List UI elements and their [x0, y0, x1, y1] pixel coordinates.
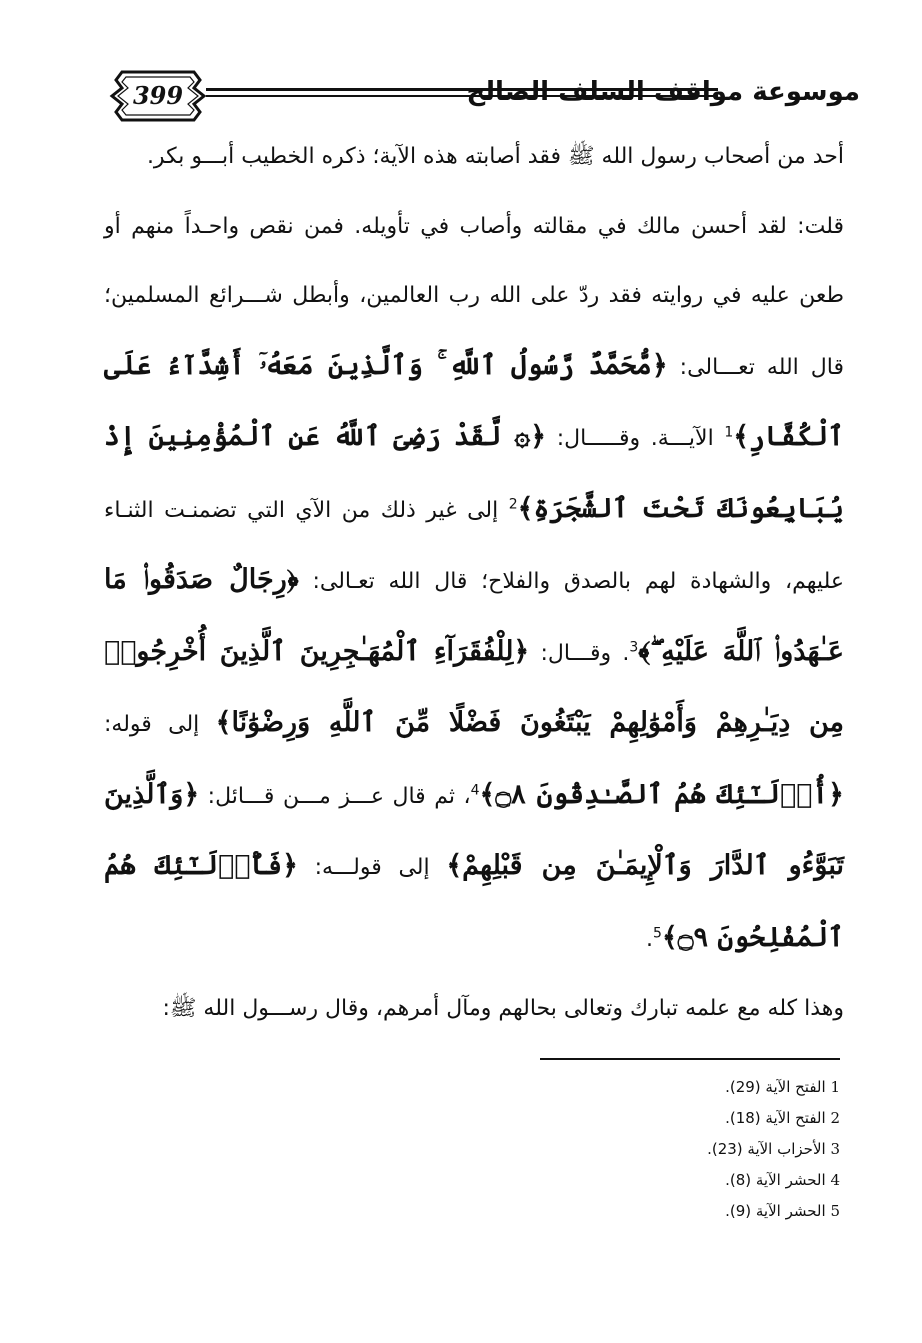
text-segment: إلى قوله: [104, 712, 216, 737]
book-title: موسوعة مواقف السلف الصالح [466, 77, 860, 107]
text-segment: الآيـــة. وقـــــال: [546, 426, 725, 451]
footnote-separator [540, 1058, 840, 1060]
footnote-number: 2 [830, 1109, 840, 1127]
page-header [100, 58, 860, 128]
footnote-number: 5 [830, 1202, 840, 1220]
footnote-text: الأحزاب الآية (23). [707, 1140, 826, 1158]
text-segment: إلى قولـــه: [297, 855, 447, 880]
footnote-ref: 4 [470, 782, 480, 799]
footnote-ref: 3 [629, 639, 639, 656]
quran-verse: ﴿أُو۟لَـٰٓئِكَ هُمُ ٱلصَّـٰدِقُونَ ۝٨﴾ [479, 778, 844, 810]
text-segment: . وقـــال: [529, 640, 630, 666]
page-number-badge [108, 66, 208, 126]
paragraph: أحد من أصحاب رسول الله ﷺ فقد أصابته هذه الآية؛ ذكره الخطيب أبـــو بكر. [146, 144, 844, 169]
quran-verse: ﴿۞ لَّقَدْ رَضِىَ ٱللَّهُ عَنِ ٱلْمُؤْمِنِينَ إِذْ يُبَايِعُونَكَ تَحْتَ ٱلشَّجَرَةِ﴾ [104, 421, 844, 524]
text-segment: . [645, 926, 653, 952]
quran-verse: ﴿فَأُو۟لَـٰٓئِكَ هُمُ ٱلْمُفْلِحُونَ ۝٩﴾ [104, 850, 844, 953]
footnote-number: 1 [830, 1078, 840, 1096]
paragraph: وهذا كله مع علمه تبارك وتعالى بحالهم ومآل أمرهم، وقال رســـول الله ﷺ: [162, 996, 844, 1021]
footnote-number: 3 [830, 1140, 840, 1158]
footnote-text: الفتح الآية (18). [725, 1109, 826, 1127]
footnote-item [540, 1196, 840, 1227]
text-segment: قلت: لقد أحسن مالك في مقالته وأصاب في تأويله. فمن نقص واحـداً منهم أو طعن عليه في روايته فقد ردّ على الله رب العالمين، وأبطل شـــرائع المسلمين؛ قال الله تعـــالى: [104, 213, 844, 380]
footnote-text: الحشر الآية (9). [725, 1202, 826, 1220]
quran-verse: ﴿رِجَالٌ صَدَقُوا۟ مَا عَـٰهَدُوا۟ ٱللَّهَ عَلَيْهِ ۖ﴾ [104, 564, 844, 667]
page-number: 399 [132, 81, 184, 110]
footnote-text: الفتح الآية (29). [725, 1078, 826, 1096]
main-text [104, 122, 844, 1044]
footnotes [540, 1072, 840, 1227]
footnote-ref: 1 [724, 424, 734, 441]
paragraph [104, 192, 844, 975]
footnote-ref: 5 [652, 925, 662, 942]
footnote-item [540, 1134, 840, 1165]
footnote-item [540, 1103, 840, 1134]
text-segment: ، ثم قال عـــز مـــن قـــائل: [199, 783, 471, 809]
footnote-item [540, 1165, 840, 1196]
quran-verse: ﴿لِلْفُقَرَآءِ ٱلْمُهَـٰجِرِينَ ٱلَّذِينَ أُخْرِجُوا۟ مِن دِيَـٰرِهِمْ وَأَمْوَٰلِهِمْ يَبْتَغُونَ فَضْلًا مِّنَ ٱللَّهِ وَرِضْوَٰنًا﴾ [104, 635, 844, 738]
footnote-number: 4 [830, 1171, 840, 1189]
footnote-item [540, 1072, 840, 1103]
text-segment: إلى غير ذلك من الآي التي تضمنـت الثنـاء عليهم، والشهادة لهم بالصدق والفلاح؛ قال الله تعـالى: [104, 497, 844, 594]
footnote-ref: 2 [508, 496, 518, 513]
quran-verse: ﴿مُّحَمَّدٌ رَّسُولُ ٱللَّهِ ۚ وَٱلَّذِينَ مَعَهُۥٓ أَشِدَّآءُ عَلَى ٱلْكُفَّارِ﴾ [104, 349, 844, 452]
footnote-text: الحشر الآية (8). [725, 1171, 826, 1189]
quran-verse: ﴿وَٱلَّذِينَ تَبَوَّءُو ٱلدَّارَ وَٱلْإِيمَـٰنَ مِن قَبْلِهِمْ﴾ [104, 778, 844, 881]
